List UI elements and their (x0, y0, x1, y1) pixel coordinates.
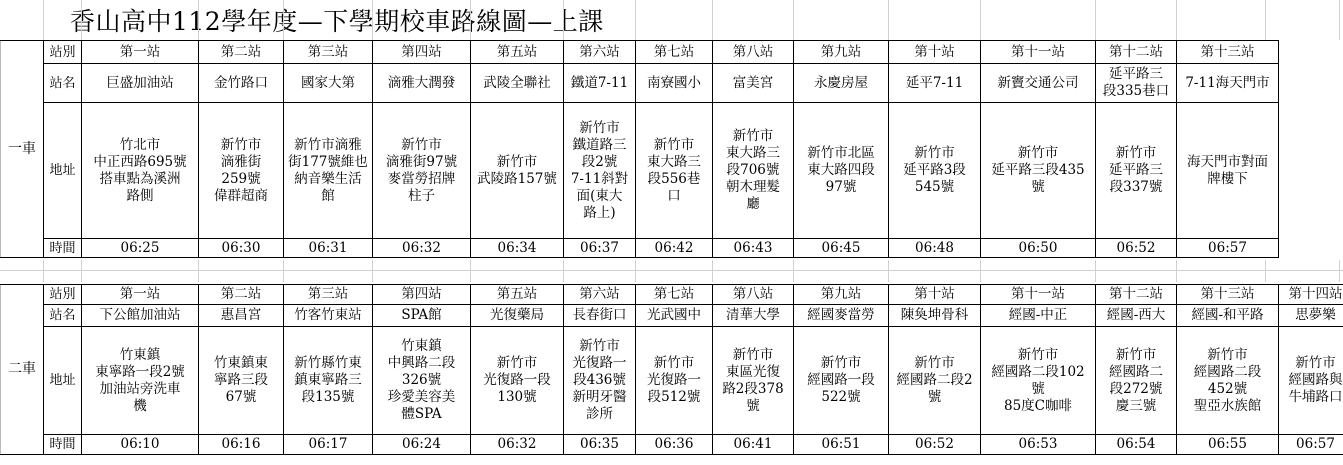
station-no-label: 站別 (44, 41, 82, 64)
station-no (981, 41, 1096, 64)
station-no-text: 第十一站 (1011, 286, 1065, 302)
departure-time-text: 06:50 (1018, 239, 1058, 256)
departure-time (794, 239, 889, 258)
departure-time (82, 435, 199, 455)
car2-label: 二車 (1, 285, 44, 455)
station-name-text: 延平7-11 (905, 74, 964, 91)
station-no-text: 第二站 (220, 286, 262, 302)
station-name (1177, 305, 1279, 327)
departure-time (889, 239, 981, 258)
station-address (1279, 327, 1343, 435)
station-address-text: 新竹市 東大路三 段556巷 口 (647, 136, 701, 204)
station-name-text: 惠昌宮 (220, 307, 262, 323)
departure-time-text: 06:10 (120, 436, 160, 452)
station-no-text: 第十三站 (1200, 286, 1255, 302)
station-no (284, 41, 373, 64)
station-name-text: 經國-西大 (1106, 307, 1166, 323)
departure-time-text: 06:54 (1116, 436, 1156, 452)
station-address (284, 103, 373, 239)
station-address-text: 新竹市 東區光復 路2段378 號 (722, 346, 784, 414)
station-address (373, 103, 471, 239)
station-no (199, 285, 284, 305)
station-name (82, 305, 199, 327)
station-address-text: 新竹市 武陵路157號 (477, 153, 557, 187)
station-address (82, 327, 199, 435)
departure-time (794, 435, 889, 455)
departure-time (373, 239, 471, 258)
station-address-text: 新竹市 光復路一段 130號 (483, 355, 551, 405)
station-address (1177, 327, 1279, 435)
station-no (713, 41, 794, 64)
departure-time-text: 06:25 (120, 239, 160, 256)
departure-time-text: 06:55 (1208, 436, 1247, 452)
time-label: 時間 (44, 435, 82, 455)
departure-time-text: 06:32 (497, 436, 537, 452)
station-no-text: 第八站 (732, 286, 774, 302)
station-no (284, 285, 373, 305)
station-no-text: 第六站 (579, 43, 620, 60)
departure-time (713, 435, 794, 455)
departure-time (284, 435, 373, 455)
station-no-text: 第十一站 (1011, 43, 1065, 60)
departure-time (199, 435, 284, 455)
station-no (636, 41, 713, 64)
station-no (564, 41, 636, 64)
car1-label: 一車 (1, 41, 44, 258)
departure-time (981, 435, 1096, 455)
station-address (713, 327, 794, 435)
station-address-text: 新竹市 延平路三段435 號 (991, 145, 1085, 195)
station-no-text: 第七站 (653, 286, 695, 302)
departure-time (284, 239, 373, 258)
station-address-text: 新竹市 鐵道路三 段2號 7-11斜對 面(東大 路上) (570, 119, 629, 221)
station-name (564, 305, 636, 327)
station-name-text: 永慶房屋 (814, 74, 868, 91)
station-address-text: 新竹市 經國路二 段272號 慶三號 (1109, 346, 1163, 414)
station-no (471, 41, 564, 64)
departure-time-text: 06:32 (402, 239, 441, 256)
station-name-text: 7-11海天門市 (1185, 74, 1270, 91)
station-no-text: 第十站 (914, 43, 955, 60)
station-no-text: 第五站 (496, 43, 538, 60)
station-name (373, 305, 471, 327)
station-address-text: 新竹市 東大路三 段706號 朝木理髮 廳 (726, 128, 780, 212)
station-name (794, 305, 889, 327)
departure-time-text: 06:53 (1018, 436, 1058, 452)
departure-time-text: 06:45 (821, 239, 861, 256)
station-no-text: 第十二站 (1109, 286, 1163, 302)
station-name-text: 光武國中 (647, 307, 701, 323)
departure-time-text: 06:35 (580, 436, 619, 452)
departure-time-text: 06:36 (654, 436, 694, 452)
station-name (1096, 64, 1177, 103)
departure-time-text: 06:57 (1208, 239, 1247, 256)
station-name (471, 305, 564, 327)
station-no (373, 41, 471, 64)
departure-time (373, 435, 471, 455)
station-no (82, 285, 199, 305)
station-address (636, 327, 713, 435)
station-no-text: 第六站 (579, 286, 620, 302)
station-address-text: 新竹市 光復路一 段436號 新明牙醫 診所 (572, 338, 627, 422)
station-name (713, 305, 794, 327)
station-name (794, 64, 889, 103)
station-name (1177, 64, 1279, 103)
station-address-text: 海天門市對面 牌樓下 (1187, 153, 1268, 187)
station-no (373, 285, 471, 305)
departure-time (199, 239, 284, 258)
station-address (981, 327, 1096, 435)
station-name-text: 光復藥局 (490, 307, 544, 323)
station-no-text: 第八站 (732, 43, 774, 60)
station-name (889, 64, 981, 103)
station-address-text: 新竹市 滴雅街97號 麥當勞招牌 柱子 (385, 136, 458, 204)
station-address (794, 103, 889, 239)
station-address-text: 新竹市 經國路二段2 號 (896, 355, 973, 405)
station-name-text: 鐵道7-11 (570, 74, 629, 91)
station-address-text: 新竹市 經國路二段 452號 聖亞水族館 (1193, 346, 1262, 414)
station-name (82, 64, 199, 103)
station-name-text: SPA館 (401, 307, 442, 323)
departure-time (1177, 239, 1279, 258)
departure-time-text: 06:30 (221, 239, 261, 256)
station-name-text: 延平路三 段335巷口 (1102, 66, 1170, 99)
departure-time (82, 239, 199, 258)
table-gap (0, 260, 1343, 282)
car1-route-table (0, 40, 1279, 258)
station-name (1096, 305, 1177, 327)
station-address-text: 新竹市 延平路三 段337號 (1109, 145, 1163, 195)
departure-time-text: 06:52 (915, 436, 954, 452)
station-address-text: 新竹市北區 東大路四段 97號 (807, 145, 875, 195)
station-no (889, 41, 981, 64)
station-address-text: 新竹市 滴雅街 259號 偉群超商 (214, 136, 268, 204)
station-name-text: 經國-中正 (1008, 307, 1068, 323)
departure-time-text: 06:43 (733, 239, 773, 256)
departure-time (636, 239, 713, 258)
station-name (636, 305, 713, 327)
station-no-label: 站別 (44, 285, 82, 305)
station-address (713, 103, 794, 239)
station-no-text: 第七站 (653, 43, 695, 60)
station-no (82, 41, 199, 64)
station-address-text: 新竹市 光復路一 段512號 (647, 355, 701, 405)
station-name-text: 下公館加油站 (99, 307, 181, 323)
car2-route-table (0, 284, 1343, 455)
departure-time (981, 239, 1096, 258)
station-address-text: 新竹市滴雅 街177號維也 納音樂生活 館 (288, 136, 368, 204)
station-address-text: 新竹市 延平路3段 545號 (903, 145, 966, 195)
time-label: 時間 (44, 239, 82, 258)
station-name-text: 竹客竹東站 (294, 307, 362, 323)
departure-time-text: 06:24 (402, 436, 441, 452)
departure-time-text: 06:42 (654, 239, 694, 256)
station-address (373, 327, 471, 435)
station-name (471, 64, 564, 103)
station-no-text: 第一站 (119, 286, 161, 302)
station-no-text: 第十四站 (1288, 286, 1343, 302)
departure-time-text: 06:52 (1116, 239, 1156, 256)
departure-time (564, 435, 636, 455)
station-name-text: 富美宮 (732, 74, 774, 91)
station-name-text: 國家大第 (301, 74, 355, 91)
station-address (794, 327, 889, 435)
station-no-text: 第十二站 (1109, 43, 1163, 60)
departure-time (564, 239, 636, 258)
station-no (1177, 285, 1279, 305)
station-name-text: 滴雅大潤發 (387, 74, 456, 91)
station-address (284, 327, 373, 435)
departure-time (471, 435, 564, 455)
station-address-text: 竹北市 中正西路695號 搭車點為溪洲 路側 (93, 136, 187, 204)
station-no (889, 285, 981, 305)
station-no (199, 41, 284, 64)
station-name-label: 站名 (44, 64, 82, 103)
station-name (564, 64, 636, 103)
departure-time-text: 06:17 (308, 436, 348, 452)
departure-time (1096, 239, 1177, 258)
station-no (1096, 285, 1177, 305)
page-title: 香山高中112學年度—下學期校車路線圖—上課 (70, 7, 604, 36)
station-name (1279, 305, 1343, 327)
station-address (636, 103, 713, 239)
station-no (794, 285, 889, 305)
station-address (199, 327, 284, 435)
station-address (564, 103, 636, 239)
station-no-text: 第十三站 (1200, 43, 1255, 60)
station-address-text: 新竹市 經國路二段102 號 85度C咖啡 (991, 346, 1085, 414)
station-address-text: 竹東鎮 中興路二段 326號 珍愛美容美 體SPA (387, 338, 456, 422)
station-name (636, 64, 713, 103)
station-address (889, 327, 981, 435)
station-name (284, 305, 373, 327)
station-address-text: 竹東鎮 東寧路一段2號 加油站旁洗車 機 (95, 346, 185, 414)
station-no-text: 第二站 (220, 43, 262, 60)
station-name (981, 305, 1096, 327)
station-name-text: 長春街口 (572, 307, 627, 323)
departure-time-text: 06:16 (221, 436, 261, 452)
station-address (981, 103, 1096, 239)
station-no (713, 285, 794, 305)
station-name-text: 武陵全聯社 (483, 74, 551, 91)
station-address-text: 竹東鎮東 寧路三段 67號 (214, 355, 268, 405)
station-name (981, 64, 1096, 103)
station-no-text: 第三站 (307, 43, 349, 60)
station-no-text: 第四站 (401, 286, 442, 302)
station-name-text: 金竹路口 (214, 74, 268, 91)
station-no (794, 41, 889, 64)
station-name (889, 305, 981, 327)
station-address-text: 新竹市 經國路一段 522號 (807, 355, 875, 405)
departure-time-text: 06:34 (497, 239, 537, 256)
station-no (1096, 41, 1177, 64)
sheet-gridlines (0, 0, 1343, 40)
station-name-text: 清華大學 (726, 307, 780, 323)
station-no-text: 第九站 (820, 43, 862, 60)
station-no-text: 第十站 (914, 286, 955, 302)
departure-time (713, 239, 794, 258)
departure-time-text: 06:57 (1296, 436, 1335, 452)
station-name (199, 305, 284, 327)
station-address (1096, 327, 1177, 435)
station-name (284, 64, 373, 103)
station-name-text: 南寮國小 (647, 74, 701, 91)
departure-time (1279, 435, 1343, 455)
station-address-text: 新竹縣竹東 鎮東寧路三 段135號 (294, 355, 362, 405)
departure-time (1096, 435, 1177, 455)
station-name (373, 64, 471, 103)
station-address (471, 327, 564, 435)
station-no-text: 第一站 (119, 43, 161, 60)
station-address (82, 103, 199, 239)
address-label: 地址 (44, 327, 82, 435)
station-no-text: 第九站 (820, 286, 862, 302)
station-name-text: 新竇交通公司 (997, 74, 1079, 91)
station-no (471, 285, 564, 305)
station-address (471, 103, 564, 239)
departure-time-text: 06:31 (308, 239, 348, 256)
station-no (1177, 41, 1279, 64)
station-no (564, 285, 636, 305)
station-address (889, 103, 981, 239)
station-no (636, 285, 713, 305)
station-name-text: 思夢樂 (1295, 307, 1336, 323)
departure-time-text: 06:41 (733, 436, 773, 452)
station-name-label: 站名 (44, 305, 82, 327)
station-address (1177, 103, 1279, 239)
station-address-text: 新竹市 經國路與 牛埔路口 (1288, 355, 1343, 405)
station-address (1096, 103, 1177, 239)
station-address (199, 103, 284, 239)
address-label: 地址 (44, 103, 82, 239)
departure-time (471, 239, 564, 258)
station-no (1279, 285, 1343, 305)
departure-time (889, 435, 981, 455)
station-address (564, 327, 636, 435)
station-name-text: 巨盛加油站 (106, 74, 174, 91)
station-name (199, 64, 284, 103)
station-name-text: 經國-和平路 (1191, 307, 1264, 323)
station-no-text: 第五站 (496, 286, 538, 302)
station-name (713, 64, 794, 103)
departure-time (1177, 435, 1279, 455)
station-name-text: 經國麥當勞 (807, 307, 875, 323)
departure-time-text: 06:51 (821, 436, 861, 452)
station-no-text: 第四站 (401, 43, 442, 60)
departure-time-text: 06:37 (580, 239, 619, 256)
departure-time (636, 435, 713, 455)
station-name-text: 陳奐坤骨科 (900, 307, 969, 323)
station-no (981, 285, 1096, 305)
station-no-text: 第三站 (307, 286, 349, 302)
departure-time-text: 06:48 (915, 239, 954, 256)
